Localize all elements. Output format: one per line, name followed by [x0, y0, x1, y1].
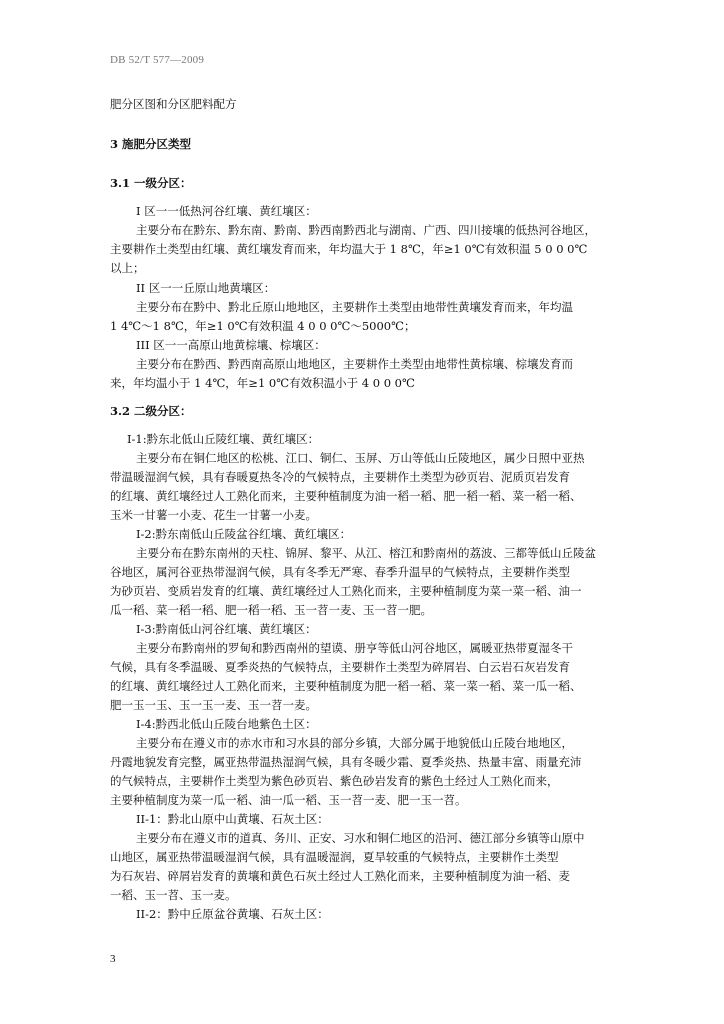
- text-line: 丹霞地貌发育完整，属亚热带温热湿润气候，具有冬暖少霜、夏季炎热、热量丰富、雨量充沛: [110, 755, 582, 769]
- section-3-heading: 3 施肥分区类型: [110, 137, 192, 151]
- section-3-2-heading: 3.2 二级分区：: [110, 404, 192, 418]
- intro-text: 肥分区图和分区肥料配方: [110, 97, 237, 111]
- doc-code-header: DB 52/T 577—2009: [110, 54, 205, 66]
- text-line: 玉米一甘薯一小麦、花生一甘薯一小麦。: [110, 508, 317, 522]
- text-line: 瓜一稻、菜一稻一稻、肥一稻一稻、玉一苕一麦、玉一苕一肥。: [110, 603, 432, 617]
- text-line: 的红壤、黄红壤经过人工熟化而来，主要种植制度为肥一稻一稻、菜一菜一稻、菜一瓜一稻、: [110, 679, 582, 693]
- zone-title: II 区一一丘原山地黄壤区：: [136, 281, 276, 295]
- text-line: 来，年均温小于 1 4℃，年≥1 0℃有效积温小于 4 0 0 0℃: [110, 376, 415, 390]
- text-line: 带温暖湿润气候，具有春暖夏热冬冷的气候特点，主要耕作土类型为砂页岩、泥质页岩发育: [110, 470, 570, 484]
- text-line: 以上；: [110, 261, 145, 275]
- text-line: 为砂页岩、变质岩发育的红壤、黄红壤经过人工熟化而来，主要种植制度为菜一菜一稻、油一: [110, 584, 582, 598]
- zone-title: I 区一一低热河谷红壤、黄红壤区：: [136, 204, 317, 218]
- text-line: 主要耕作土类型由红壤、黄红壤发育而来，年均温大于 1 8℃，年≥1 0℃有效积温 5 0 0 0℃: [110, 242, 588, 256]
- text-line: 主要分布在黔东南州的天柱、锦屏、黎平、从江、榕江和黔南州的荔波、三都等低山丘陵盆: [136, 546, 596, 560]
- text-line: 谷地区，属河谷亚热带湿润气候，具有冬季无严寒、春季升温早的气候特点，主要耕作类型: [110, 565, 570, 579]
- zone-title: I-1:黔东北低山丘陵红壤、黄红壤区：: [127, 432, 320, 446]
- zone-title: II-1：黔北山原中山黄壤、石灰土区：: [136, 812, 329, 826]
- text-line: 主要分布在遵义市的道真、务川、正安、习水和铜仁地区的沿河、德江部分乡镇等山原中: [136, 831, 585, 845]
- text-line: 的气候特点，主要耕作土类型为紫色砂页岩、紫色砂岩发育的紫色土经过人工熟化而来，: [110, 774, 559, 788]
- page-number: 3: [110, 953, 116, 965]
- zone-title: I-3:黔南低山河谷红壤、黄红壤区：: [136, 622, 317, 636]
- text-line: 气候，具有冬季温暖、夏季炎热的气候特点，主要耕作土类型为碎屑岩、白云岩石灰岩发育: [110, 660, 570, 674]
- zone-title: III 区一一高原山地黄棕壤、棕壤区：: [136, 338, 326, 352]
- text-line: 为石灰岩、碎屑岩发育的黄壤和黄色石灰土经过人工熟化而来，主要种植制度为油一稻、麦: [110, 869, 570, 883]
- text-line: 主要分布在铜仁地区的松桃、江口、铜仁、玉屏、万山等低山丘陵地区，属少日照中亚热: [136, 451, 585, 465]
- text-line: 主要分布在遵义市的赤水市和习水县的部分乡镇，大部分属于地貌低山丘陵台地地区，: [136, 736, 573, 750]
- section-3-1-heading: 3.1 一级分区：: [110, 176, 192, 190]
- text-line: 主要分布在黔中、黔北丘原山地地区，主要耕作土类型由地带性黄壤发育而来，年均温: [136, 300, 573, 314]
- text-line: 的红壤、黄红壤经过人工熟化而来，主要种植制度为油一稻一稻、肥一稻一稻、菜一稻一稻、: [110, 489, 582, 503]
- text-line: 一稻、玉一苕、玉一麦。: [110, 888, 237, 902]
- text-line: 1 4℃～1 8℃，年≥1 0℃有效积温 4 0 0 0℃～5000℃；: [110, 319, 416, 333]
- zone-title: I-4:黔西北低山丘陵台地紫色土区：: [136, 717, 317, 731]
- text-line: 主要分布黔南州的罗甸和黔西南州的望谟、册亨等低山河谷地区，属暖亚热带夏湿冬干: [136, 641, 573, 655]
- zone-title: I-2:黔东南低山丘陵盆谷红壤、黄红壤区：: [136, 527, 352, 541]
- text-line: 肥一玉一玉、玉一玉一麦、玉一苕一麦。: [110, 698, 317, 712]
- text-line: 主要分布在黔东、黔东南、黔南、黔西南黔西北与湖南、广西、四川接壤的低热河谷地区，: [136, 223, 596, 237]
- text-line: 山地区，属亚热带温暖湿润气候，具有温暖湿润，夏旱较重的气候特点，主要耕作土类型: [110, 850, 559, 864]
- zone-title: II-2：黔中丘原盆谷黄壤、石灰土区：: [136, 907, 329, 921]
- text-line: 主要分布在黔西、黔西南高原山地地区，主要耕作土类型由地带性黄棕壤、棕壤发育而: [136, 357, 573, 371]
- text-line: 主要种植制度为菜一瓜一稻、油一瓜一稻、玉一苕一麦、肥一玉一苕。: [110, 793, 467, 807]
